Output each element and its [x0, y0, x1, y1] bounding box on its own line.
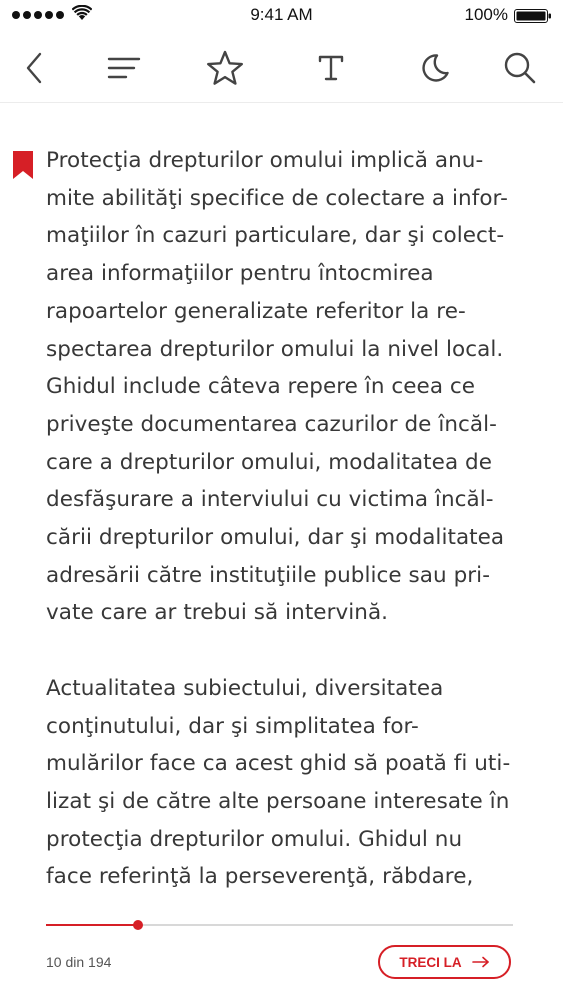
progress-fill: [46, 924, 138, 926]
status-time: 9:41 AM: [250, 5, 313, 24]
font-settings-button[interactable]: [309, 46, 353, 90]
table-of-contents-button[interactable]: [102, 46, 146, 90]
paragraph: Protecţia drepturilor omului implică anu- mite abilităţi specifice de colectare a infor- maţiilor în cazuri particulare, dar şi colect- area informaţiilor pentru întocmirea rapoartelor generalizate referitor la re- spectarea drepturilor omului la nivel local. Ghidul include câteva repere în ceea ce priveşte documentarea cazurilor de încăl- care a drepturilor omului, modalitatea de desfăşurare a interviului cu victima încăl- cării drepturilor omului, dar şi modalitatea adresării către instituţiile publice sau pri- vate care ar trebui să intervină.: [46, 148, 508, 626]
bookmark-icon[interactable]: [13, 151, 33, 179]
back-button[interactable]: [13, 46, 57, 90]
battery-icon: [514, 9, 552, 23]
night-mode-button[interactable]: [413, 46, 457, 90]
go-to-page-button[interactable]: [378, 945, 511, 979]
go-to-page-label: TRECI LA: [399, 954, 462, 970]
moon-icon: [420, 53, 450, 83]
search-icon: [503, 51, 537, 85]
battery-percentage: 100%: [464, 5, 508, 24]
search-button[interactable]: [498, 46, 542, 90]
book-text: [46, 142, 521, 896]
chevron-left-icon: [24, 51, 46, 85]
menu-icon: [107, 56, 141, 80]
favorite-button[interactable]: [203, 46, 247, 90]
arrow-right-icon: [472, 956, 490, 968]
reader-toolbar: [0, 36, 563, 103]
reading-progress-slider[interactable]: [46, 924, 513, 926]
progress-thumb[interactable]: [133, 920, 143, 930]
paragraph: Actualitatea subiectului, diversitatea conţinutului, dar şi simplitatea for- mulărilor face ca acest ghid să poată fi uti- lizat şi de către alte persoane interesate în protecţia drepturilor omului. Ghidul nu face referinţă la perseverenţă, răbdare,: [46, 675, 511, 890]
status-bar: [0, 0, 563, 32]
page-counter: 10 din 194: [46, 954, 112, 970]
star-icon: [206, 50, 244, 86]
font-icon: [317, 54, 345, 82]
